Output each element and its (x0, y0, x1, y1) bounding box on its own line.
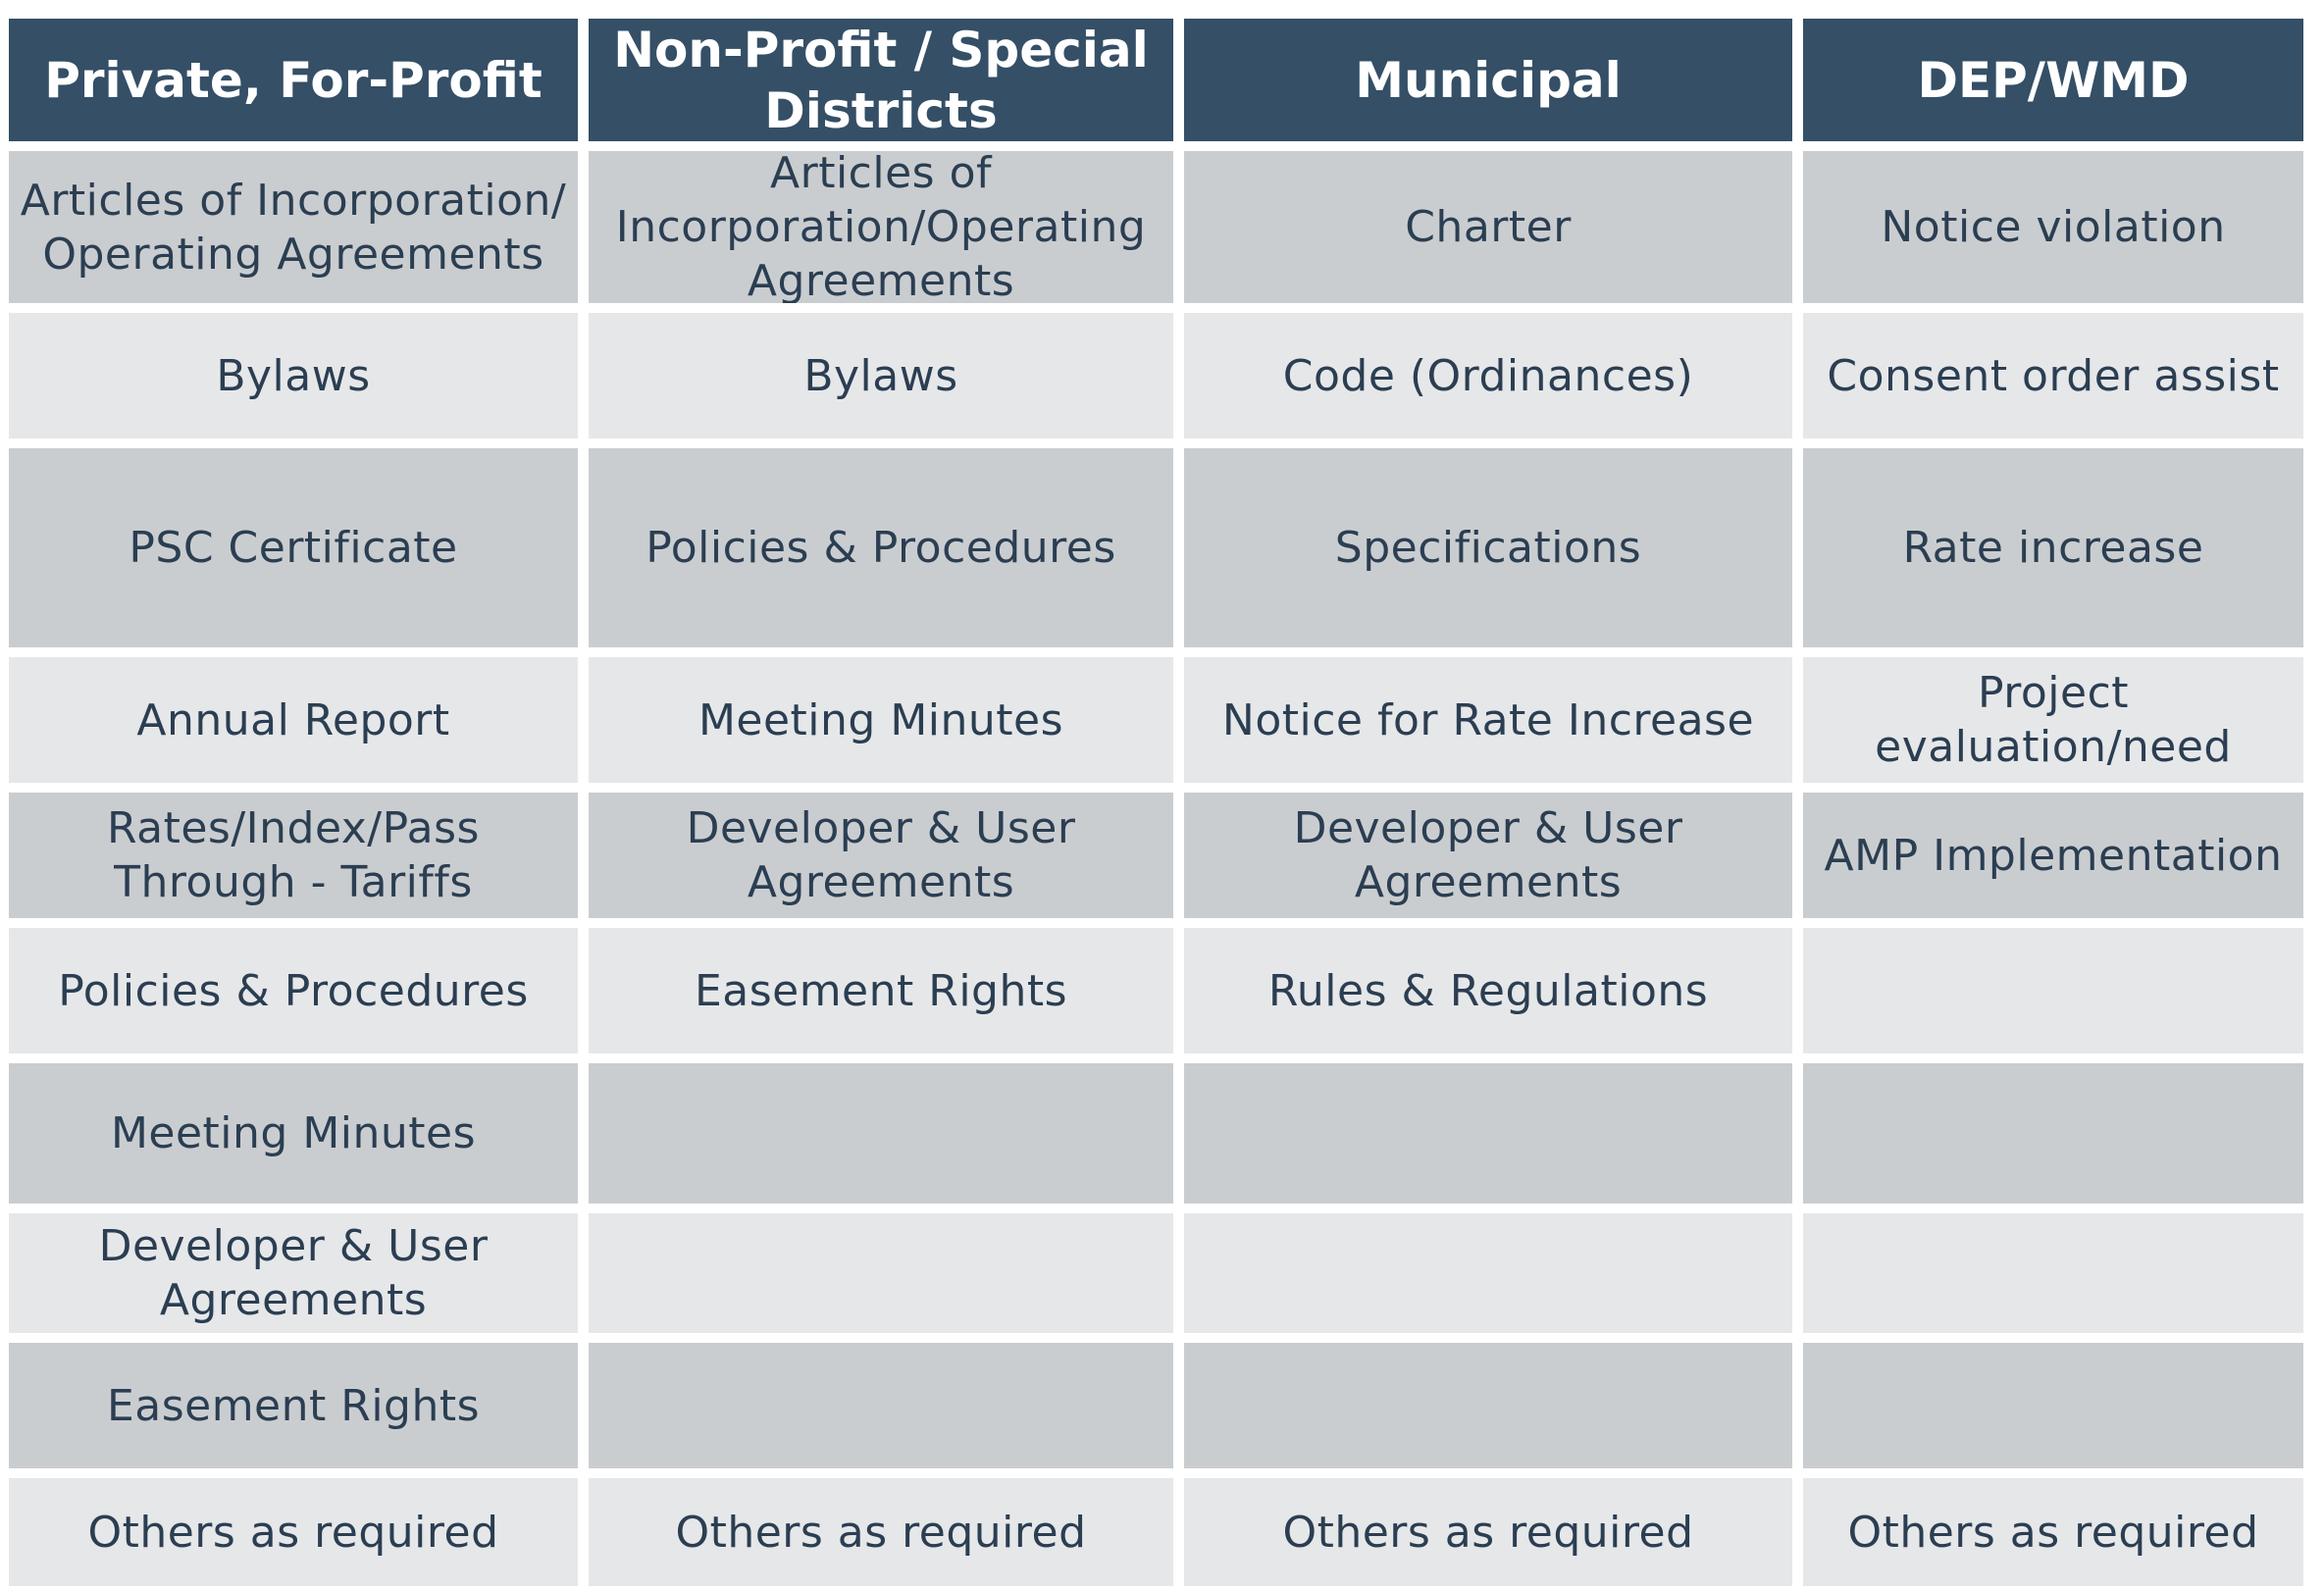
table-cell: Meeting Minutes (9, 1063, 578, 1204)
table-cell (589, 1343, 1173, 1468)
table-cell: Developer & User Agreements (1184, 793, 1792, 918)
header-non-profit-special-districts: Non-Profit / Special Districts (589, 19, 1173, 141)
table-cell: PSC Certificate (9, 448, 578, 647)
table-cell: Rate increase (1803, 448, 2303, 647)
table-cell: Developer & User Agreements (9, 1213, 578, 1333)
table-cell: Rules & Regulations (1184, 928, 1792, 1053)
table-cell (1803, 1343, 2303, 1468)
table-cell: Consent order assist (1803, 313, 2303, 438)
table-cell: Articles of Incorporation/ Operating Agreements (9, 151, 578, 303)
table-cell (1184, 1063, 1792, 1204)
header-municipal: Municipal (1184, 19, 1792, 141)
table-cell: Others as required (1803, 1478, 2303, 1586)
table-cell: Annual Report (9, 657, 578, 783)
header-dep-wmd: DEP/WMD (1803, 19, 2303, 141)
table-cell: Charter (1184, 151, 1792, 303)
table-cell: Developer & User Agreements (589, 793, 1173, 918)
table-cell: Notice violation (1803, 151, 2303, 303)
table-cell: Easement Rights (9, 1343, 578, 1468)
table-cell (589, 1213, 1173, 1333)
table-cell: Meeting Minutes (589, 657, 1173, 783)
table-cell: Easement Rights (589, 928, 1173, 1053)
table-cell (1184, 1213, 1792, 1333)
table-cell (1184, 1343, 1792, 1468)
table-cell: Project evaluation/need (1803, 657, 2303, 783)
table-cell: Notice for Rate Increase (1184, 657, 1792, 783)
table-cell: Rates/Index/Pass Through - Tariffs (9, 793, 578, 918)
table-cell: Others as required (589, 1478, 1173, 1586)
table-cell: Code (Ordinances) (1184, 313, 1792, 438)
table-cell: AMP Implementation (1803, 793, 2303, 918)
table-cell (1803, 1213, 2303, 1333)
comparison-table (9, 19, 2303, 1586)
table-cell (1803, 928, 2303, 1053)
table-cell: Specifications (1184, 448, 1792, 647)
table-cell (1803, 1063, 2303, 1204)
table-cell: Policies & Procedures (589, 448, 1173, 647)
header-private-for-profit: Private, For-Profit (9, 19, 578, 141)
table-cell: Articles of Incorporation/Operating Agreements (589, 151, 1173, 303)
table-cell: Others as required (1184, 1478, 1792, 1586)
table-cell (589, 1063, 1173, 1204)
table-cell: Others as required (9, 1478, 578, 1586)
table-cell: Bylaws (589, 313, 1173, 438)
table-cell: Policies & Procedures (9, 928, 578, 1053)
table-cell: Bylaws (9, 313, 578, 438)
